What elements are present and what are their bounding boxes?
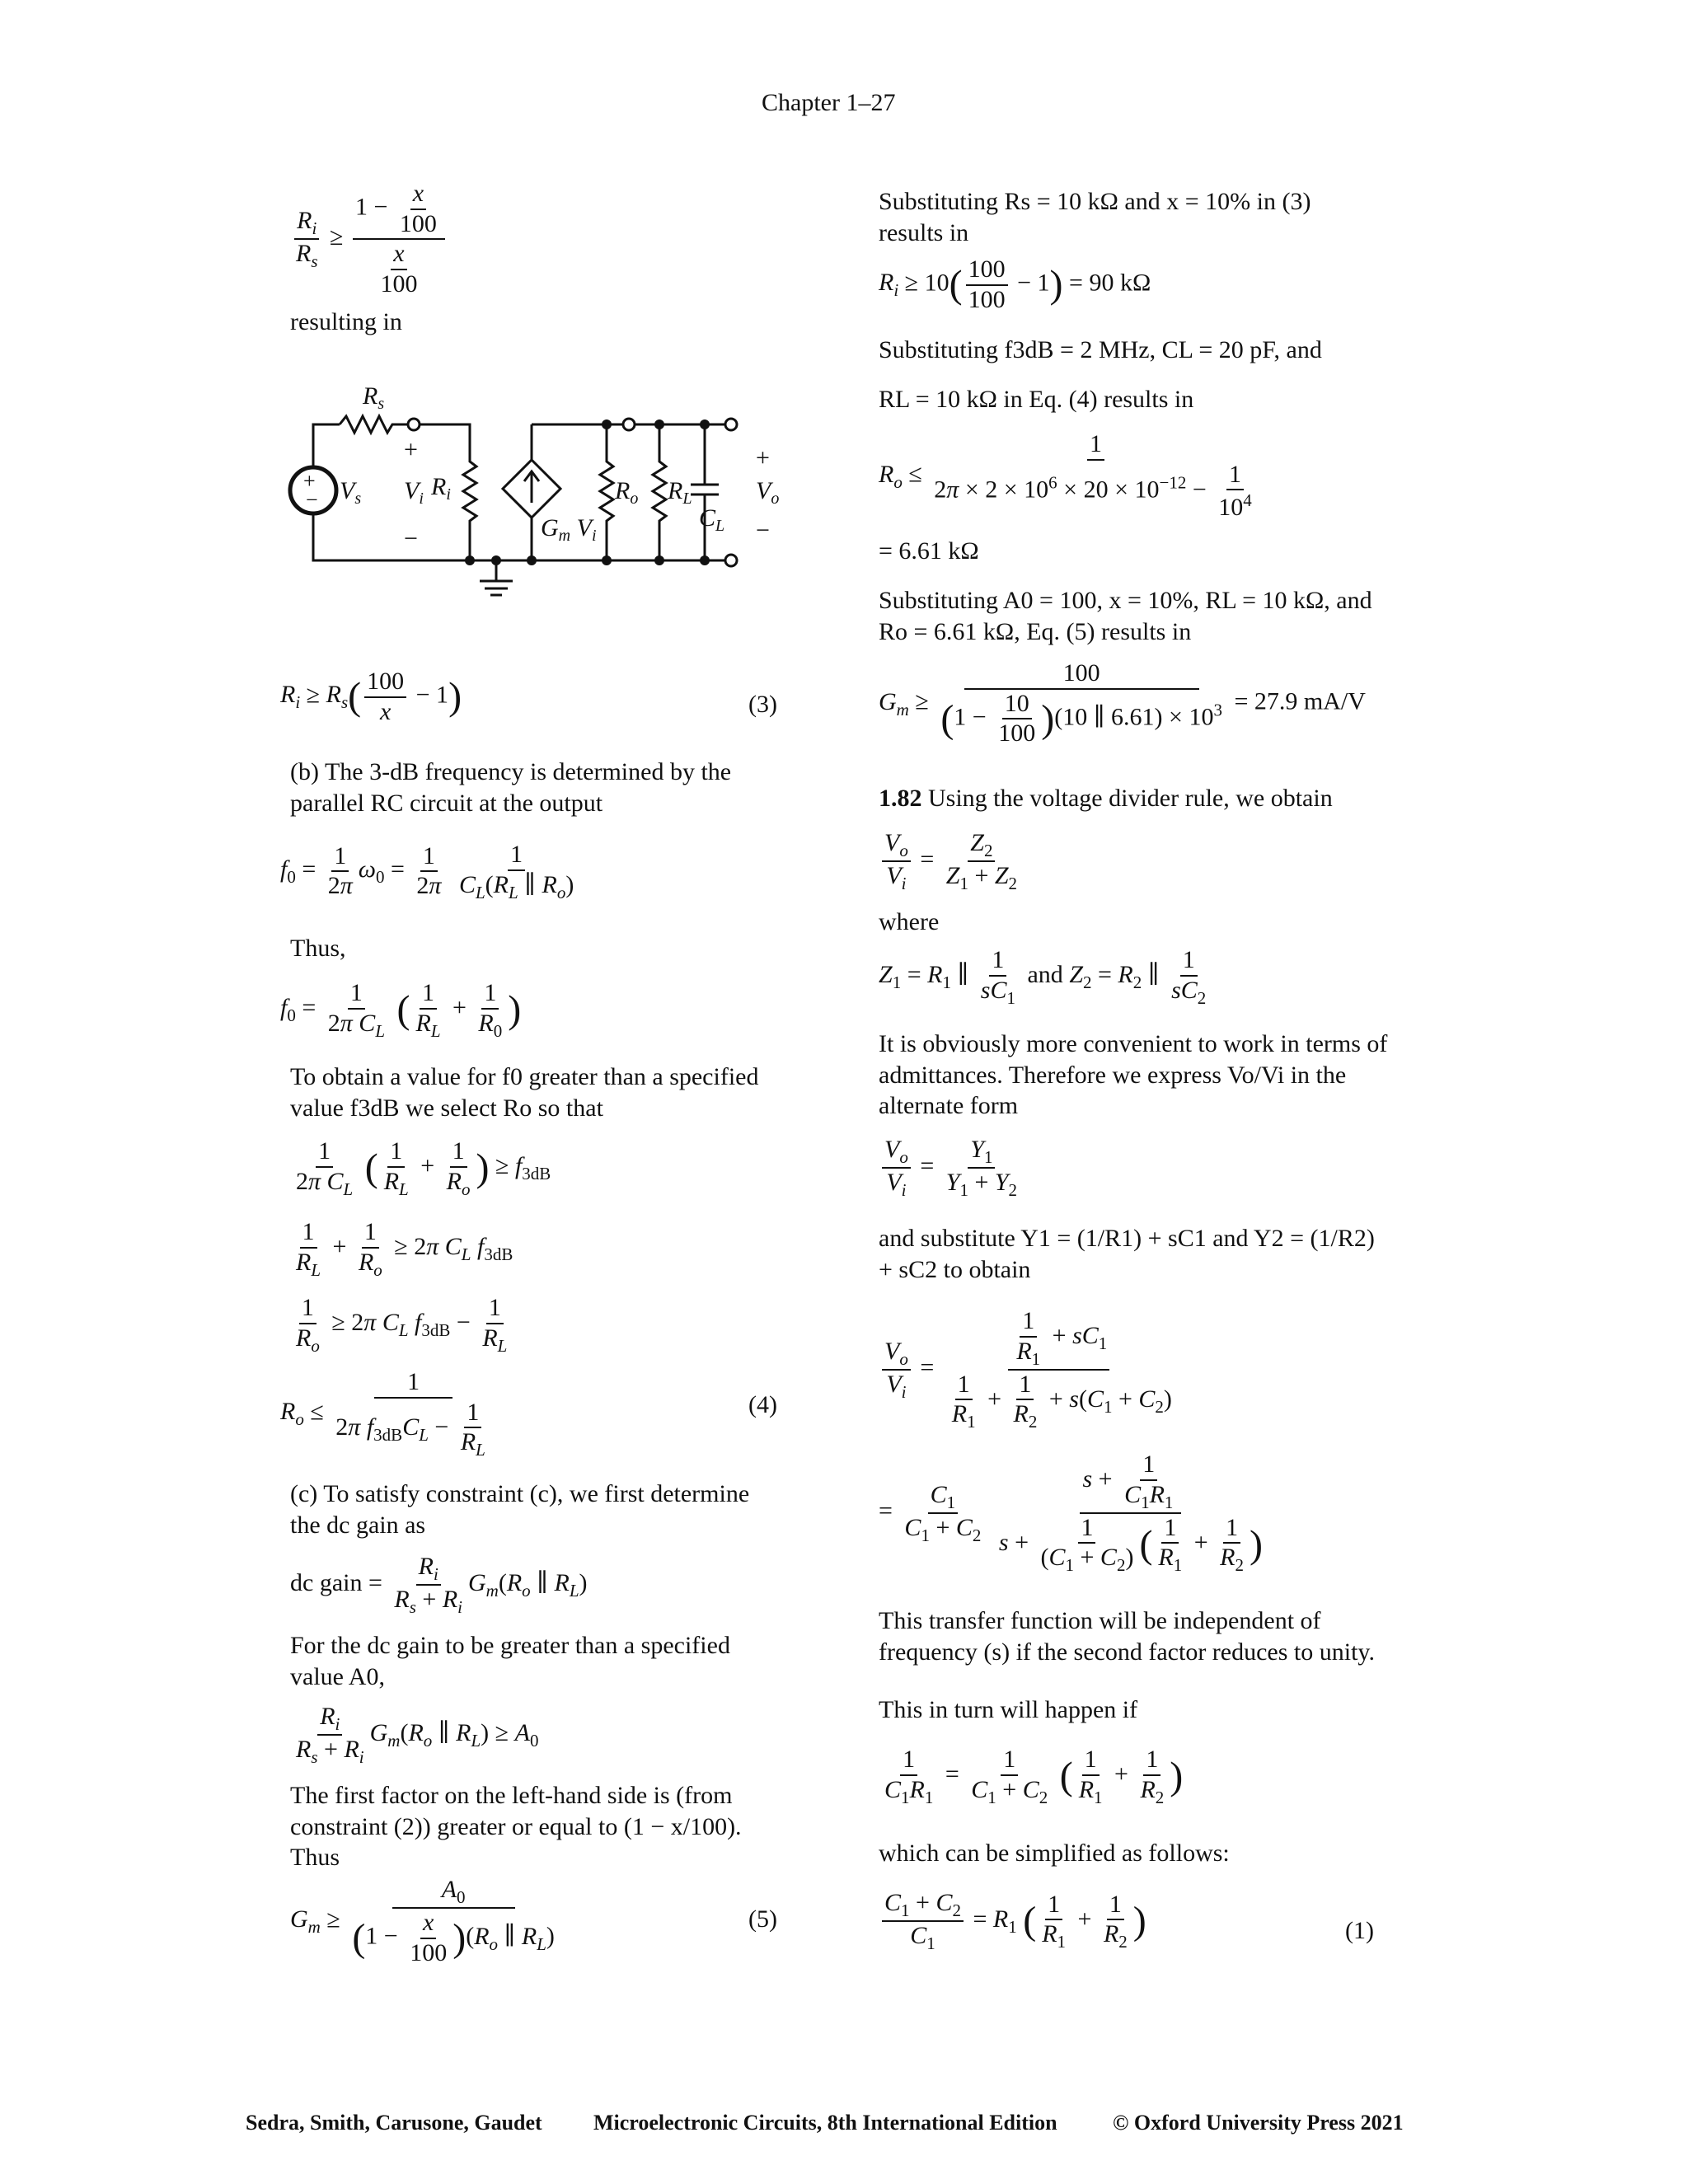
- svg-text:−: −: [404, 525, 418, 552]
- first-factor-paragraph: The first factor on the left-hand side is (from constraint (2)) greater or equal to (1 − x/100). Thus: [290, 1782, 742, 1871]
- substitution-rs-paragraph: Substituting Rs = 10 kΩ and x = 10% in (3) results in: [879, 188, 1311, 246]
- svg-text:Ro: $R_o$: [615, 477, 639, 508]
- substitution-rl-text: RL = 10 kΩ in Eq. (4) results in: [879, 386, 1194, 413]
- equation-ri-ratio: $\frac{R_i}{R_s}$ ≥ 1 − $\frac{x}{100}$ $\frac{x}{100}$: [290, 180, 448, 298]
- equation-ri-value: $R_i \ge 10$( $\frac{100}{100}$ − 1) = 90 kΩ: [879, 255, 1151, 313]
- equation-number-3: (3): [748, 691, 777, 718]
- where-text: where: [879, 908, 940, 935]
- dc-gain-label: dc gain =: [290, 1569, 382, 1597]
- equation-ro-value: $R_o$ ≤ 1 $2\pi \times 2 \times 10^6 \times 20 \times 10^{-12}$ − $\frac{1}{10^4}$: [879, 430, 1252, 521]
- equation-dc-gain-inequality: $\frac{R_i}{R_s + R_i}$ $G_m(R_o$ ∥ $R_L) \ge A_0$: [296, 1703, 539, 1768]
- equation-dc-gain: dc gain = $\frac{R_i}{R_s + R_i}$ $G_m(R_o$ ∥ $R_L$): [290, 1553, 588, 1618]
- svg-text:−: −: [756, 517, 770, 544]
- svg-text:−: −: [306, 488, 318, 512]
- equation-ri-min: $R_i \ge R_s$( $\frac{100}{x}$ − 1): [280, 668, 462, 725]
- svg-text:+: +: [756, 444, 770, 471]
- equation-gm-value: $G_m$ ≥ 100 (1 − $\frac{10}{100}$ )(10 ∥ $6.61) \times 10^3$ = 27.9 mA/V: [879, 659, 1366, 747]
- equation-number-4: (4): [748, 1391, 777, 1418]
- equation-number-5: (5): [748, 1905, 777, 1933]
- svg-text:RL: $R_L$: [668, 477, 692, 508]
- admittance-paragraph: It is obviously more convenient to work in terms of admittances. Therefore we express Vo/Vi in the alternate form: [879, 1030, 1388, 1119]
- equation-f0-sum: $f_0$ = $\frac{1}{2\pi C_L}$ ( $\frac{1}{R_L}$ + $\frac{1}{R_0}$ ): [280, 979, 522, 1041]
- simplified-text: which can be simplified as follows:: [879, 1840, 1230, 1867]
- small-signal-circuit-diagram: [280, 379, 791, 610]
- svg-text:CL: $C_L$: [699, 504, 725, 535]
- footer-book-title: Microelectronic Circuits, 8th International Edition: [593, 2111, 1057, 2135]
- substitute-y-paragraph: and substitute Y1 = (1/R1) + sC1 and Y2 = (1/R2) + sC2 to obtain: [879, 1225, 1375, 1283]
- equation-f0-omega: $f_0$ = $\frac{1}{2\pi}$ $\omega_0$ = $\frac{1}{2\pi}$ $\frac{1}{C_L(R_L \parallel R_o)}$: [280, 841, 574, 902]
- footer-publisher: © Oxford University Press 2021: [1113, 2111, 1404, 2135]
- equation-gm-min: $G_m$ ≥ $A_0$ (1 − $\frac{x}{100}$ )($R_o$ ∥ $R_L$): [290, 1876, 555, 1966]
- page-header: Chapter 1–27: [762, 89, 896, 116]
- svg-text:Vo: $V_o$: [756, 477, 780, 508]
- equation-admittance-form: $\frac{V_o}{V_i}$ = $\frac{Y_1}{Y_1 + Y_2}$: [879, 1136, 1023, 1200]
- equation-transfer-factored: = $\frac{C_1}{C_1 + C_2}$ s + $\frac{1}{C_1R_1}$ s + $\frac{1}{(C_1 + C_2)}$ ( $\frac{1}{R_1}$ + $\frac{1}{R_2}$ ): [879, 1451, 1263, 1576]
- svg-text:Gm Vi: $G_m$ $V_i$: [541, 514, 597, 545]
- problem-1-82-heading: [879, 783, 1333, 814]
- equation-number-1: (1): [1345, 1917, 1374, 1944]
- equation-admittance-sum: $\frac{1}{R_L}$ + $\frac{1}{R_o}$ ≥ 2π $C_L$ $f_{3dB}$: [296, 1218, 513, 1280]
- equation-transfer-expanded: $\frac{V_o}{V_i}$ = $\frac{1}{R_1}$ + $sC_1$ $\frac{1}{R_1}$ + $\frac{1}{R_2}$ + $s(C_1 + C_2)$: [879, 1307, 1178, 1432]
- footer-authors: Sedra, Smith, Carusone, Gaudet: [246, 2111, 542, 2135]
- problem-number: 1.82: [879, 785, 922, 812]
- svg-text:+: +: [303, 469, 316, 493]
- equation-ro-max: $R_o$ ≤ 1 2π $f_{3dB}C_L$ − $\frac{1}{R_L}$: [280, 1368, 485, 1460]
- independence-paragraph: This transfer function will be independent of frequency (s) if the second factor reduces to unity.: [879, 1607, 1375, 1666]
- svg-text:Vs: $V_s$: [340, 477, 362, 508]
- equation-simplified: $\frac{C_1 + C_2}{C_1}$ = $R_1$ ( $\frac{1}{R_1}$ + $\frac{1}{R_2}$ ): [879, 1889, 1146, 1953]
- resulting-in-text: resulting in: [290, 308, 402, 335]
- ro-result: = 6.61 kΩ: [879, 537, 979, 565]
- substitution-f3db-text: Substituting f3dB = 2 MHz, CL = 20 pF, and: [879, 336, 1322, 363]
- equation-one-over-ro: $\frac{1}{R_o}$ ≥ 2π $C_L$ $f_{3dB}$ − $\frac{1}{R_L}$: [296, 1294, 508, 1356]
- substitution-a0-paragraph: Substituting A0 = 100, x = 10%, RL = 10 kΩ, and Ro = 6.61 kΩ, Eq. (5) results in: [879, 587, 1372, 645]
- thus-text: Thus,: [290, 935, 346, 962]
- equation-f0-inequality: $\frac{1}{2\pi C_L}$ ( $\frac{1}{R_L}$ + $\frac{1}{R_o}$ ) ≥ $f_{3dB}$: [296, 1137, 551, 1199]
- ri-result: = 90 kΩ: [1069, 269, 1151, 297]
- svg-text:+: +: [404, 436, 418, 463]
- svg-text:Ri: $R_i$: [431, 473, 451, 504]
- gm-result: = 27.9 mA/V: [1234, 687, 1366, 715]
- f0-selection-paragraph: To obtain a value for f0 greater than a specified value f3dB we select Ro so that: [290, 1063, 759, 1122]
- equation-voltage-divider: $\frac{V_o}{V_i}$ = $\frac{Z_2}{Z_1 + Z_2}$: [879, 829, 1023, 893]
- part-c-paragraph: (c) To satisfy constraint (c), we first determine the dc gain as: [290, 1480, 750, 1539]
- equation-unity-condition: $\frac{1}{C_1R_1}$ = $\frac{1}{C_1 + C_2}$ ( $\frac{1}{R_1}$ + $\frac{1}{R_2}$ ): [884, 1746, 1184, 1807]
- svg-text:Rs: $R_s$: [363, 382, 385, 413]
- equation-impedances: $Z_1 = R_1$ ∥ $\frac{1}{sC_1}$ and $Z_2 = R_2$ ∥ $\frac{1}{sC_2}$: [879, 946, 1207, 1008]
- svg-text:Vi: $V_i$: [404, 477, 424, 508]
- and-text: and: [1027, 961, 1063, 989]
- dc-gain-paragraph: For the dc gain to be greater than a specified value A0,: [290, 1632, 730, 1690]
- problem-text: Using the voltage divider rule, we obtain: [928, 785, 1333, 812]
- happen-text: This in turn will happen if: [879, 1696, 1138, 1723]
- part-b-paragraph: (b) The 3-dB frequency is determined by the parallel RC circuit at the output: [290, 758, 732, 817]
